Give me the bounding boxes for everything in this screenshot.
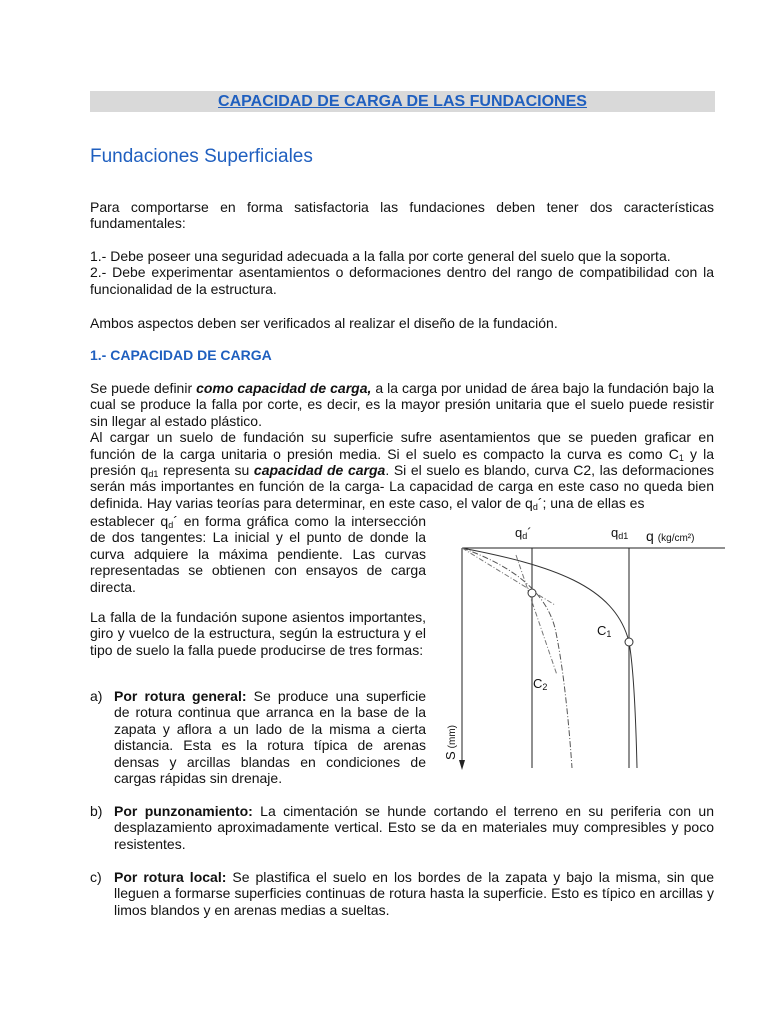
subscript: d1	[148, 469, 159, 480]
intro-item-1: 1.- Debe poseer una seguridad adecuada a la falla por corte general del suelo que la soporta.	[90, 248, 671, 264]
failure-label: Por punzonamiento:	[114, 803, 253, 819]
list-marker: b)	[90, 803, 103, 819]
intro-both-text: Ambos aspectos deben ser verificados al realizar el diseño de la fundación.	[90, 315, 558, 331]
text-run: establecer q	[90, 513, 169, 529]
y-axis-arrow	[459, 760, 465, 770]
intro-line: Para comportarse en forma satisfactoria las fundaciones deben tener dos características fundamentales:	[90, 199, 714, 232]
load-settlement-diagram	[440, 510, 730, 775]
subscript: 1	[678, 452, 684, 463]
text-run: Se puede definir	[90, 380, 197, 396]
qd1-label: qd1	[611, 525, 629, 541]
text-run: y la presión q	[90, 445, 714, 479]
qd1-point-marker	[625, 638, 633, 646]
graphic-method-paragraph	[90, 513, 426, 595]
failure-item-c	[90, 869, 714, 918]
s-axis-label: S(mm)	[443, 725, 458, 760]
section-heading: 1.- CAPACIDAD DE CARGA	[90, 347, 272, 363]
intro-block	[90, 199, 714, 232]
q-axis-label: q (kg/cm²)	[646, 528, 695, 544]
list-marker: c)	[90, 869, 102, 885]
section-subtitle: Fundaciones Superficiales	[90, 146, 313, 167]
text-run: Al cargar un suelo de fundación su superficie sufre asentamientos que se pueden graficar en función de la carga unitaria o presión media. Si el suelo es compacto la curva es como C	[90, 429, 714, 462]
text-run: ´; una de ellas es	[537, 494, 645, 511]
failure-text: La cimentación se hunde cortando el terreno en su periferia con un desplazamiento aproximadamente vertical. Esto se da en materiales muy compresibles y poco resistentes.	[114, 803, 714, 852]
page-title: CAPACIDAD DE CARGA DE LAS FUNDACIONES	[90, 91, 715, 112]
emphasis-text: como capacidad de carga,	[196, 380, 372, 396]
initial-tangent	[462, 548, 555, 605]
failure-text: Se plastifica el suelo en los bordes de la zapata y bajo la misma, sin que lleguen a formarse superficies continuas de rotura hasta la superficie. Esto es típico en arcillas y limos blandos y en arenas medias a sueltas.	[114, 869, 714, 918]
failure-label: Por rotura local:	[114, 869, 227, 885]
subscript: d	[168, 520, 174, 530]
list-marker: a)	[90, 688, 103, 704]
failure-intro-paragraph: La falla de la fundación supone asientos importantes, giro y vuelco de la estructura, según la estructura y el tipo de suelo la falla puede producirse de tres formas:	[90, 609, 426, 658]
intro-item-2: 2.- Debe experimentar asentamientos o deformaciones dentro del rango de compatibilidad con la funcionalidad de la estructura.	[90, 264, 714, 297]
curve-c1	[462, 548, 637, 768]
c2-label: C2	[533, 676, 548, 692]
intro-both	[90, 315, 714, 331]
text-run: ´ en forma gráfica como la intersección de dos tangentes: La inicial y el punto de donde la curva adquiere la máxima pendiente. Las curvas representadas se obtienen con ensayos de carga directa.	[90, 513, 426, 595]
emphasis-text: capacidad de carga	[253, 462, 386, 479]
text-run: a la carga por unidad de área bajo la fundación bajo la cual se produce la falla por corte, es decir, es la mayor presión unitaria que el suelo puede resistir sin llegar al estado plástico.	[90, 380, 714, 429]
intro-items	[90, 248, 714, 297]
subscript: d	[532, 501, 538, 512]
qd-intersection-marker	[528, 589, 536, 597]
definition-paragraph	[90, 380, 714, 511]
c1-label: C1	[597, 623, 612, 639]
failure-text: Se produce una superficie de rotura continua que arranca en la base de la zapata y aflora a un lado de la misma a cierta distancia. Esta es la rotura típica de arenas densas y arcillas blandas en condiciones de cargas rápidas sin drenaje.	[114, 688, 426, 787]
qd-label: qd´	[515, 525, 532, 541]
failure-item-a	[90, 688, 426, 786]
failure-label: Por rotura general:	[114, 688, 247, 704]
curve-c2	[462, 548, 572, 768]
text-run: representa su	[158, 462, 254, 479]
failure-item-b	[90, 803, 714, 852]
text-run: . Si el suelo es blando, curva C2, las deformaciones serán más importantes en función de la carga- La capacidad de carga en este caso no queda bien definida. Hay varias teorías para determinar, en este caso, el valor de q	[90, 462, 715, 511]
